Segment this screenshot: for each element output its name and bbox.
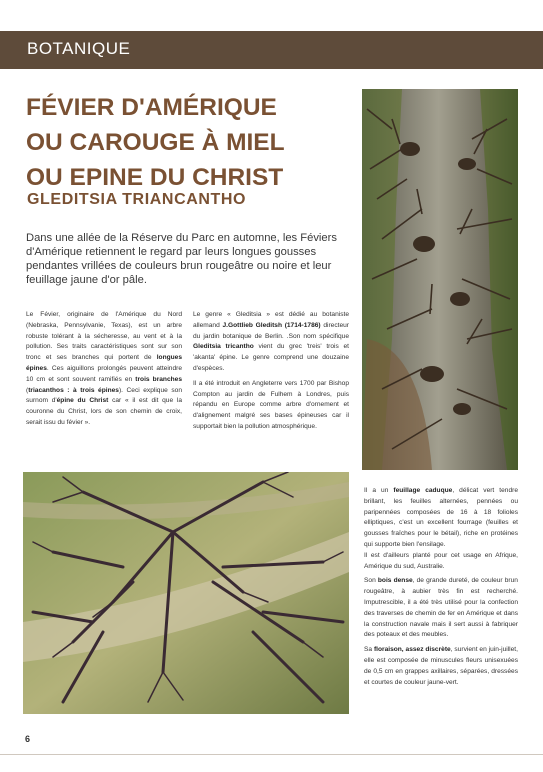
section-label: BOTANIQUE (27, 39, 131, 58)
title-line-3: OU EPINE DU CHRIST (26, 164, 284, 191)
col1-paragraph: Le Févier, originaire de l'Amérique du Nord (Nebraska, Pennsylvanie, Texas), est un arbre robuste tolérant à la sécheresse, au vent et à la pollution. Ses traits caractéristiques sont sur son tronc et ses branches qui portent de longues épines. Ces aiguillons prolongés peuvent atteindre 10 cm et sont souvent ramifiés en trois branches (triacanthos : à trois épines). Ceci explique son surnom d'épine du Christ car « il est dit que la couronne du Christ, lors de son chemin de croix, serait issu du févier ». (26, 311, 182, 426)
thorns-closeup-photo (23, 472, 349, 714)
col2-paragraph-1: Le genre « Gleditsia » est dédié au botaniste allemand J.Gottlieb Gleditsh (1714-1786) directeur du jardin botanique de Berlin. .Son nom spécifique Gleditsia tricantho vient du grec 'treis' trois et 'akanta' épine. Le genre comprend une douzaine d'espèces. (193, 311, 349, 372)
article-lead: Dans une allée de la Réserve du Parc en automne, les Féviers d'Amérique retiennent le regard par leurs longues gousses pendantes vrillées de couleurs brun rougeâtre ou noire et leur feuillage jaune d'or pâle. (26, 232, 337, 287)
footer-divider (0, 754, 543, 755)
text-column-1 (26, 310, 182, 433)
col3-paragraph-2: Son bois dense, de grande dureté, de couleur brun rougeâtre, à aubier très fin est recherché. Imputrescible, il a été très utilisé pour la confection des traverses de chemin de fer en Amérique et dans la construction navale mais il sert aussi à fabriquer des poteaux et des meubles. (364, 577, 518, 639)
tree-trunk-photo (362, 89, 518, 470)
text-column-3 (364, 486, 518, 692)
title-line-1: FÉVIER D'AMÉRIQUE (26, 94, 277, 121)
section-header-band (0, 31, 543, 69)
text-column-2 (193, 310, 349, 437)
col3-paragraph-1: Il a un feuillage caduque, délicat vert tendre brillant, les feuilles alternées, pennées ou paripennées composées de 16 à 18 folioles elliptiques, c'est un excellent fourrage (feuilles et gousses fraîches pour le bétail), riche en protéines qui supporte bien l'ensilage. Il est d'ailleurs planté pour cet usage en Afrique, Amérique du sud, Australie. (364, 487, 518, 570)
article-subtitle: GLEDITSIA TRIANCANTHO (27, 191, 247, 208)
col2-paragraph-2: Il a été introduit en Angleterre vers 1700 par Bishop Compton au jardin de Fulhem à Londres, puis répandu en Europe comme arbre d'ornement et d'alignement malgré ses bases épineuses car il supportait bien la pollution atmosphérique. (193, 379, 349, 430)
col3-paragraph-3: Sa floraison, assez discrète, survient en juin-juillet, elle est composée de minuscules fleurs unisexuées de 0,5 cm en grappes axillaires, séparées, dressées et courtes de couleur jaune-vert. (364, 646, 518, 686)
page-number: 6 (25, 734, 31, 744)
article-title (26, 90, 346, 195)
title-line-2: OU CAROUGE À MIEL (26, 129, 285, 156)
